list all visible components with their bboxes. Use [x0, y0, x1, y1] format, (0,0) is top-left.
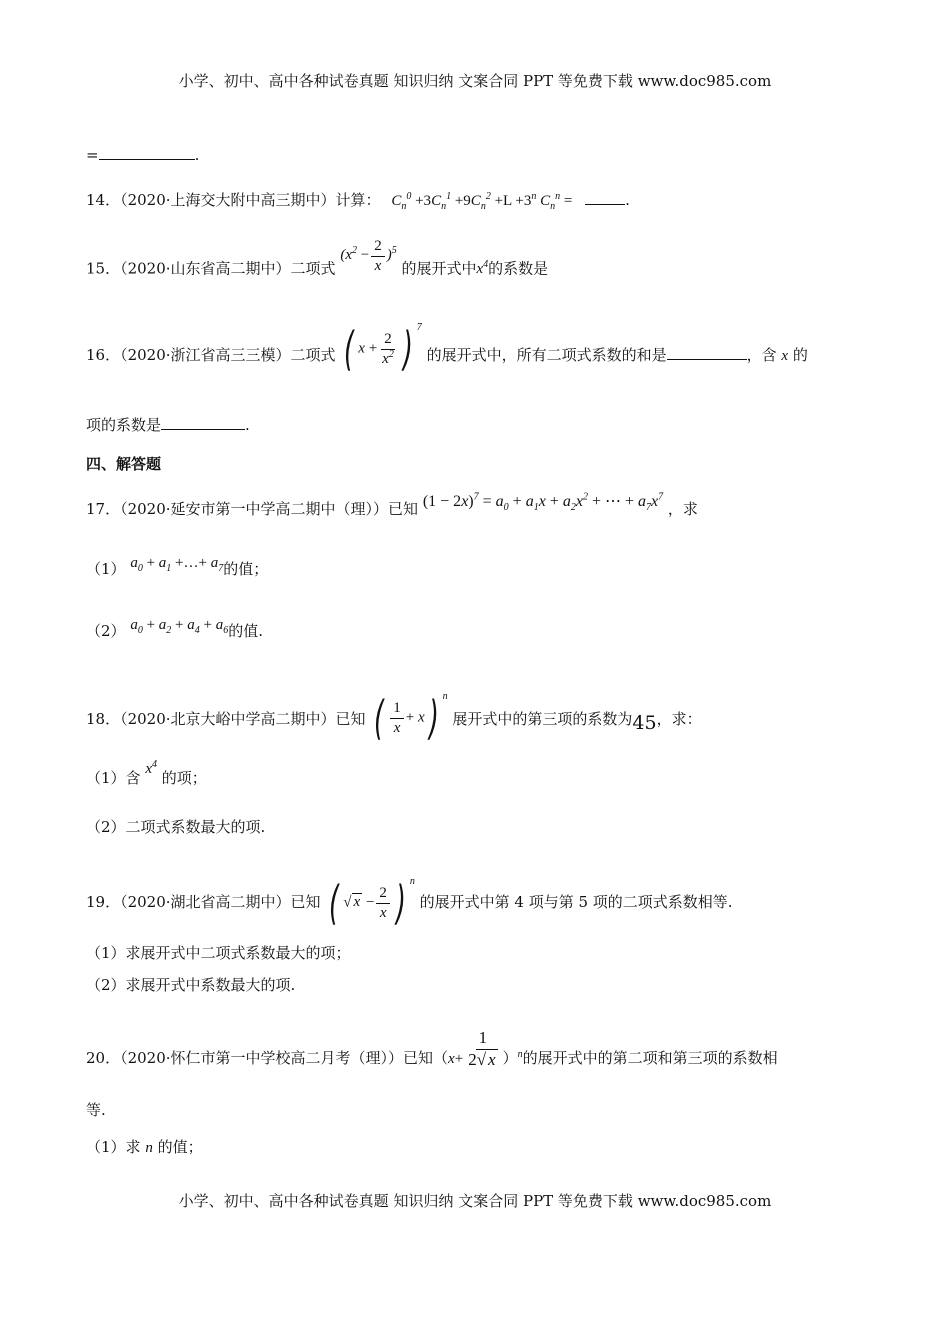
question-20-line2: 等. — [86, 1101, 106, 1119]
question-18-part1: （1）含 $x^4$ 的项； — [86, 759, 207, 787]
question-17-part1: （1） $a_0 + a_1$ +…+ $a_7$的值； — [86, 555, 269, 578]
section-title: 四、解答题 — [86, 455, 162, 473]
question-17-part2: （2） $a_0 + a_2 + a_4 + a_6$的值. — [86, 617, 264, 640]
question-16: 16．（2020·浙江省高三三模）二项式 ( x + $\frac{2}{x^2}$ ) $^7$ 的展开式中，所有二项式系数的和是 ，含 x 的 — [86, 322, 808, 376]
question-16-line2: 项的系数是 . — [86, 416, 250, 434]
q13-continuation: = . — [86, 146, 200, 164]
question-19: 19．（2020·湖北省高二期中）已知 ( √ x − $\frac{2}{x}$ ) $^n$ 的展开式中第 4 项与第 5 项的二项式系数相等. — [86, 876, 733, 930]
question-17: 17．（2020·延安市第一中学高二期中（理））已知 $(1 - 2x)^7 = a_0 + a_1x + a_2x^2$ + ⋯ + $a_7x^7$ ，求 — [86, 491, 698, 518]
question-19-part2: （2）求展开式中系数最大的项. — [86, 976, 296, 994]
question-18: 18．（2020·北京大峪中学高二期中）已知 ( $\frac{1}{x}$ + x) $^n$ 展开式中的第三项的系数为45，求： — [86, 691, 702, 745]
question-18-part2: （2）二项式系数最大的项. — [86, 818, 266, 836]
question-20: 20．（2020·怀仁市第一中学校高二月考（理））已知（x+ $\frac{1}{2√ x}$ ）$^n$的展开式中的第二项和第三项的系数相 — [86, 1028, 778, 1069]
question-14: 14．（2020·上海交大附中高三期中）计算： $C_n^0 +3C_n^1 +9C_n^2 +L +3^n$ $C_n^n$ = . — [86, 191, 630, 212]
question-19-part1: （1）求展开式中二项式系数最大的项； — [86, 944, 351, 962]
question-20-part1: （1）求 n 的值； — [86, 1138, 203, 1156]
question-15: 15．（2020·山东省高二期中）二项式 ($x^2$ − $\frac{2}{x}$ )$^5$ 的展开式中$x^4$的系数是 — [86, 238, 549, 278]
page-header: 小学、初中、高中各种试卷真题 知识归纳 文案合同 PPT 等免费下载 www.doc985.com — [178, 72, 772, 90]
page-footer: 小学、初中、高中各种试卷真题 知识归纳 文案合同 PPT 等免费下载 www.doc985.com — [178, 1192, 772, 1210]
